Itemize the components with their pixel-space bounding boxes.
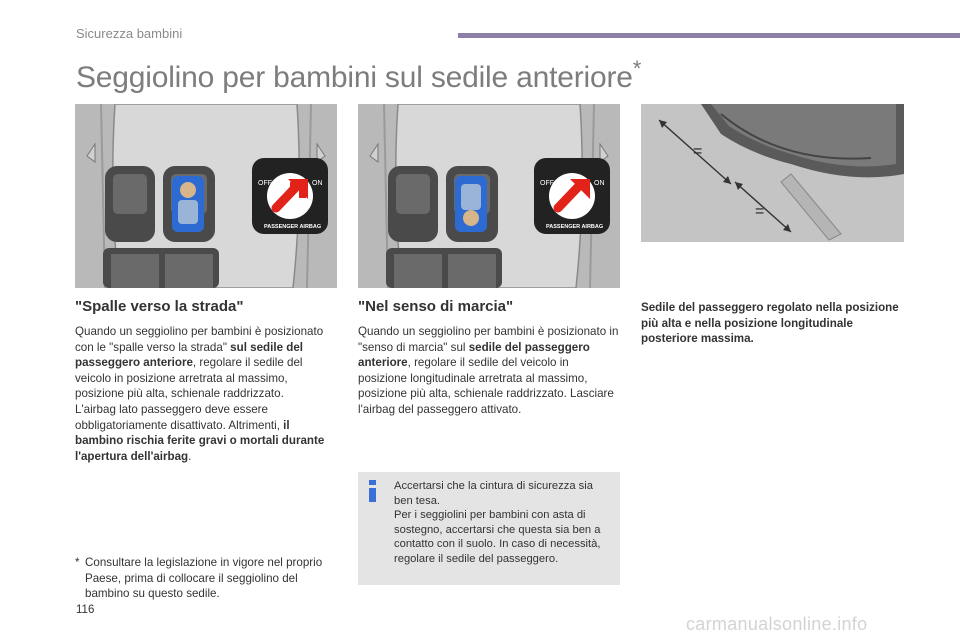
- forward-facing-text: [358, 324, 620, 418]
- svg-text:=: =: [693, 143, 703, 160]
- page-title: [76, 56, 641, 95]
- footnote-mark: *: [75, 556, 80, 569]
- rear-facing-text: [75, 324, 337, 464]
- footnote-text: Consultare la legislazione in vigore nel proprio Paese, prima di collocare il seggiolino del bambino su questo sedile.: [85, 556, 323, 601]
- footnote: [75, 555, 337, 602]
- airbag-off-label: OFF: [258, 180, 272, 187]
- page-title-text: Seggiolino per bambini sul sedile anteriore: [76, 61, 633, 94]
- rear-facing-text-4: .: [188, 449, 192, 463]
- rear-facing-text-2: , regolare il sedile del veicolo in posizione arretrata al massimo, posizione più alta, schienale raddrizzato.: [75, 356, 303, 401]
- info-box-text: [394, 479, 612, 567]
- airbag-indicator-text: PASSENGER AIRBAG: [264, 224, 322, 230]
- watermark: carmanualsonline.info: [686, 614, 868, 634]
- rear-facing-text-3: L'airbag lato passeggero deve essere obbligatoriamente disattivato. Altrimenti,: [75, 402, 284, 432]
- airbag-on-label-2: ON: [594, 180, 605, 187]
- airbag-off-label-2: OFF: [540, 180, 554, 187]
- info-box-text-2: Per i seggiolini per bambini con asta di sostegno, accertarsi che questa sia ben a contatto con il suolo. In caso di necessità, regolare il sedile del passeggero.: [394, 509, 601, 565]
- info-box: [358, 472, 620, 585]
- rear-facing-text-1: Quando un seggiolino per bambini è posizionato con le "spalle verso la strada": [75, 325, 324, 354]
- airbag-on-indicator: [534, 158, 610, 234]
- forward-facing-heading: "Nel senso di marcia": [358, 298, 514, 315]
- forward-facing-text-1: Quando un seggiolino per bambini è posizionato in "senso di marcia" sul: [358, 325, 619, 354]
- rear-facing-heading: "Spalle verso la strada": [75, 298, 244, 315]
- seat-adjustment-caption: Sedile del passeggero regolato nella posizione più alta e nella posizione longitudinale posteriore massima.: [641, 301, 899, 346]
- info-box-text-1: Accertarsi che la cintura di sicurezza sia ben tesa.: [394, 480, 593, 507]
- airbag-off-indicator: [252, 158, 328, 234]
- title-footnote-mark: *: [632, 56, 642, 81]
- svg-text:=: =: [755, 203, 765, 220]
- airbag-on-label: ON: [312, 180, 323, 187]
- info-icon: [366, 480, 380, 502]
- section-label: Sicurezza bambini: [76, 26, 183, 41]
- header-accent-bar: [458, 33, 960, 38]
- forward-facing-text-2: , regolare il sedile del veicolo in posizione longitudinale arretrata al massimo, posizione più alta, schienale raddrizzato. Lasciare l'airbag del passeggero attivato.: [358, 356, 614, 416]
- rear-facing-bold-2: il bambino rischia ferite gravi o mortali durante l'apertura dell'airbag: [75, 418, 325, 463]
- rear-facing-bold-1: sul sedile del passeggero anteriore: [75, 340, 303, 370]
- forward-facing-bold-1: sedile del passeggero anteriore: [358, 340, 590, 370]
- airbag-indicator-text-2: PASSENGER AIRBAG: [546, 224, 604, 230]
- page-number: 116: [76, 604, 95, 616]
- seat-adjustment-illustration: [641, 104, 904, 242]
